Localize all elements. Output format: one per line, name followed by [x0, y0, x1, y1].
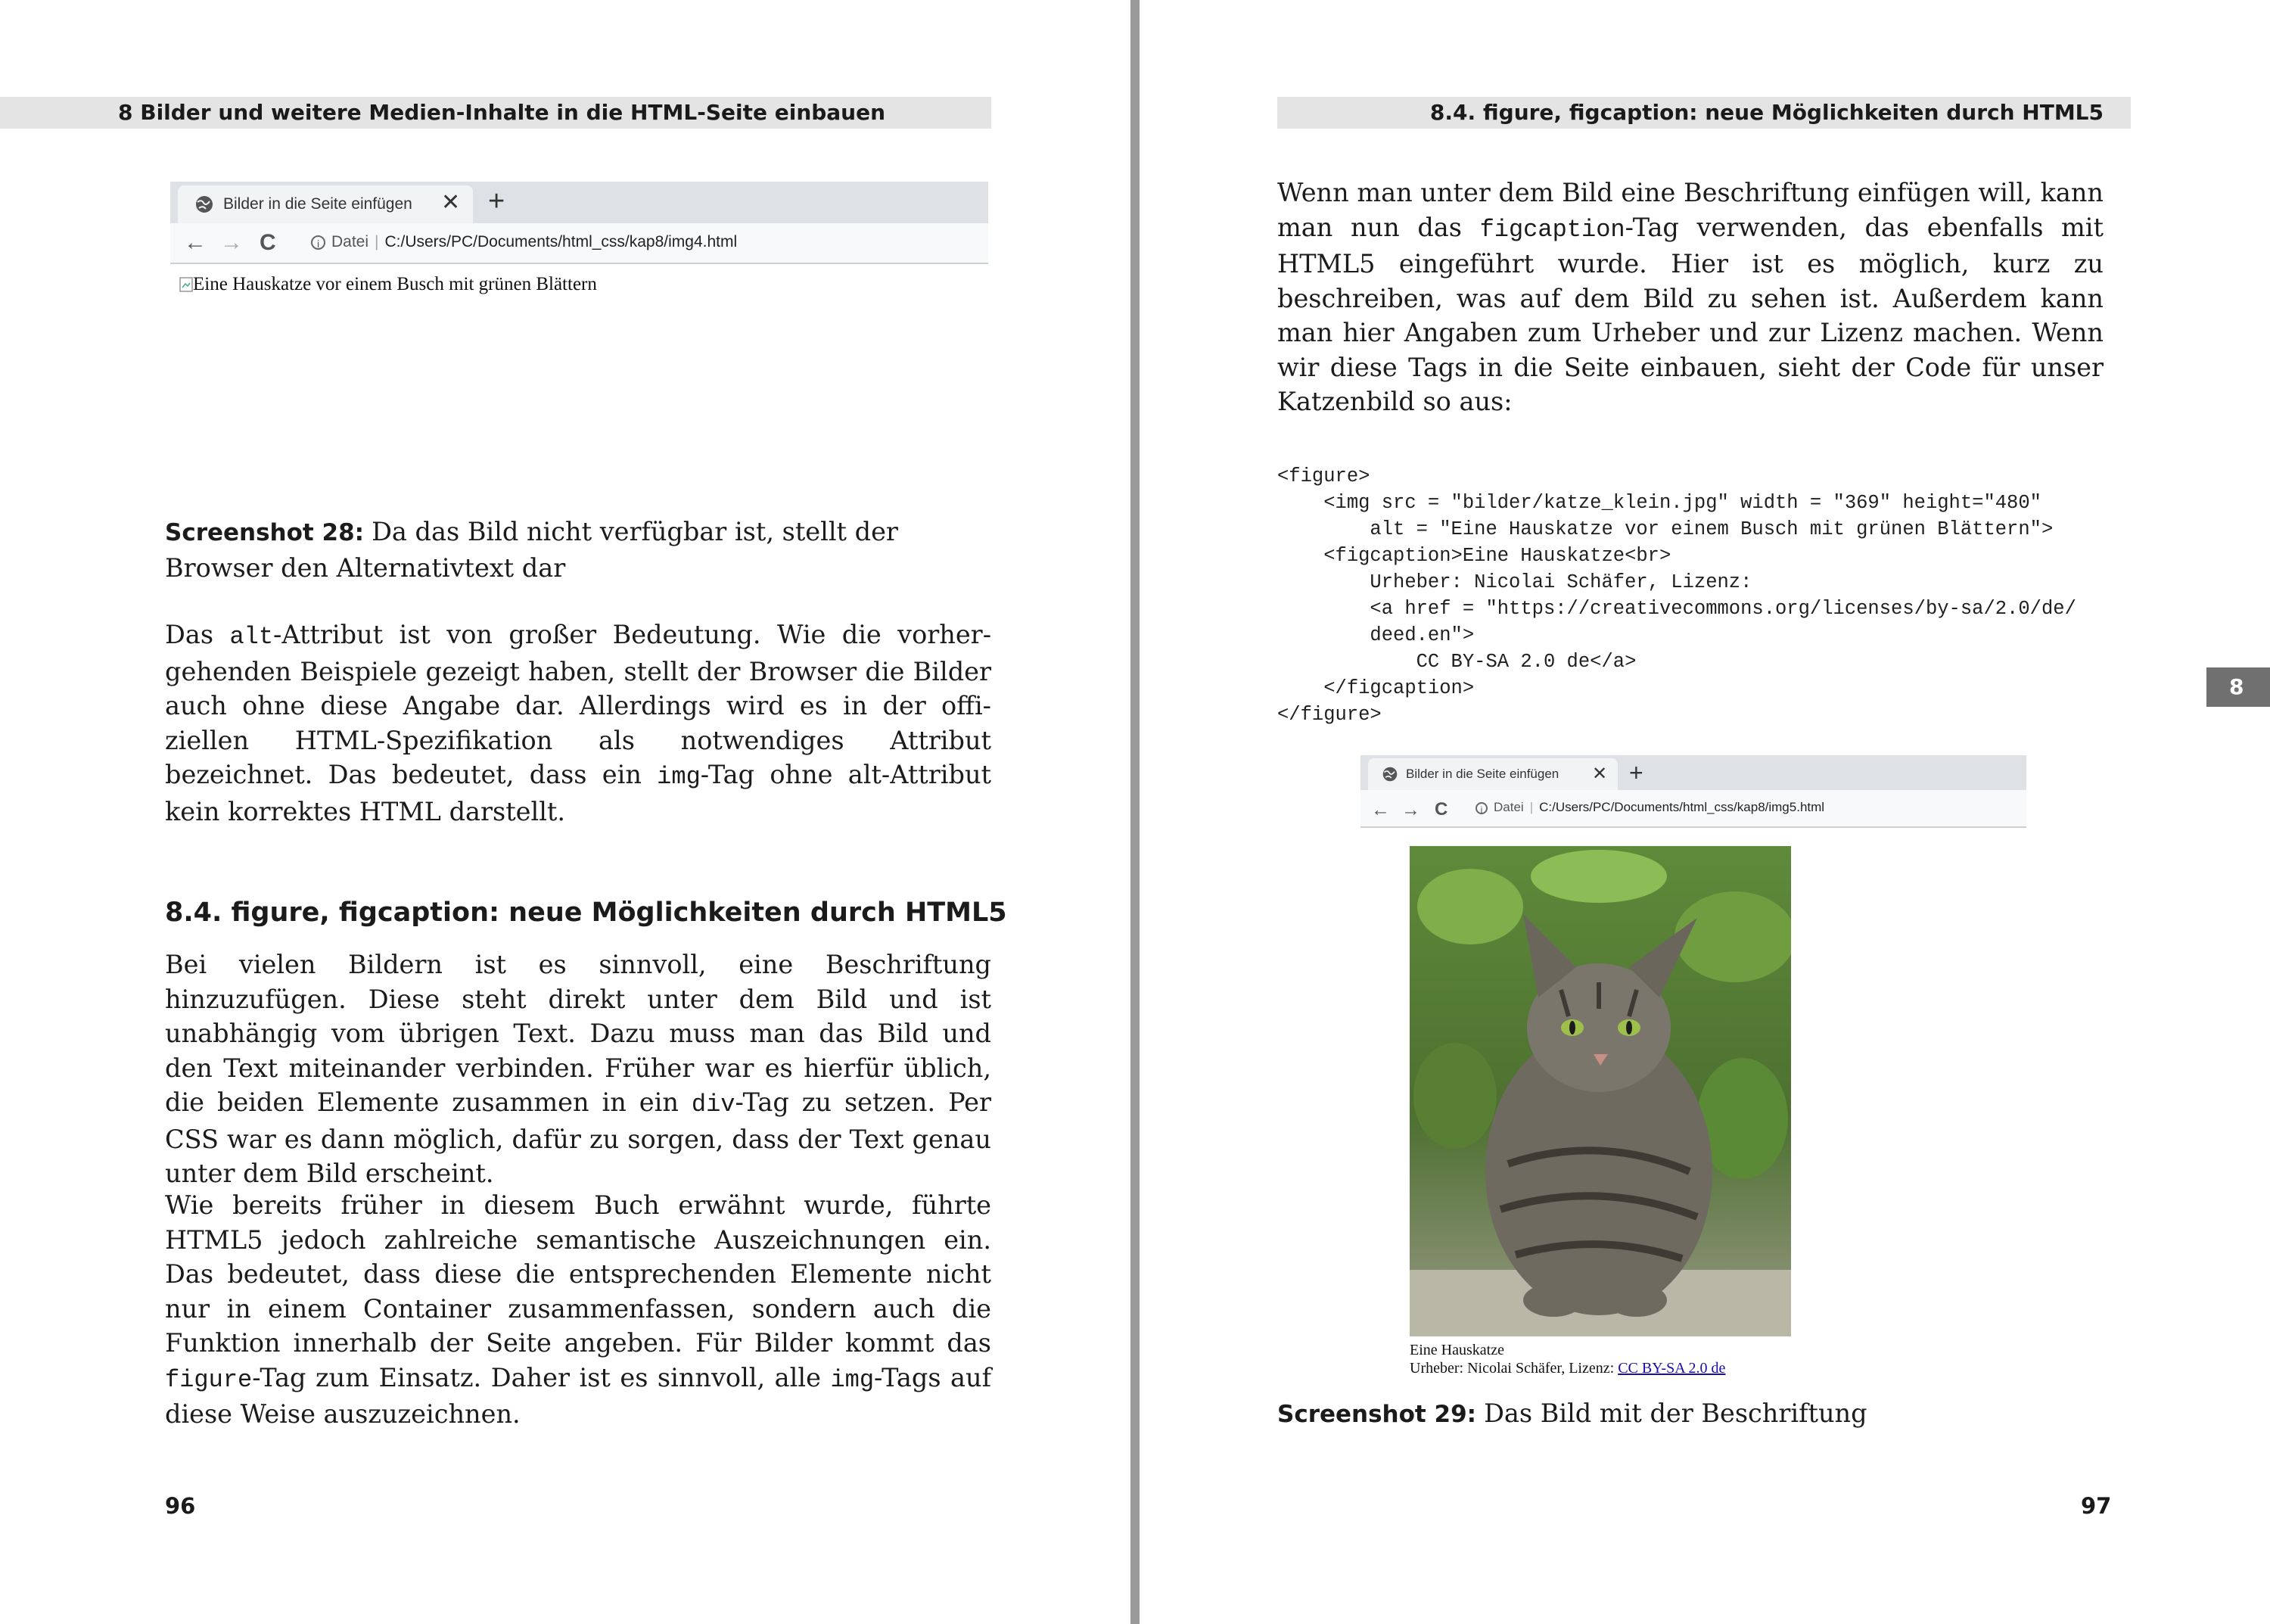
cat-photo [1410, 846, 1791, 1336]
text-run: -Tag ohne alt-Attribut kein korrektes HTML darstellt. [165, 760, 991, 826]
globe-icon [194, 194, 214, 214]
browser-screenshot-img5 [1360, 755, 2026, 831]
figure-caption [1410, 1341, 1725, 1377]
browser-toolbar [170, 223, 988, 264]
broken-image-alt-text [179, 274, 597, 295]
globe-icon [1382, 766, 1398, 782]
screenshot-29-caption [1277, 1396, 2104, 1433]
code-line: <img src = "bilder/katze_klein.jpg" width = "369" height="480" [1277, 492, 2041, 514]
reload-icon[interactable]: C [260, 230, 276, 255]
browser-tab[interactable] [1368, 758, 1618, 790]
caption-label: Screenshot 29: [1277, 1401, 1477, 1428]
url-scheme-label: Datei [331, 233, 369, 250]
text-run: Bei vielen Bildern ist es sinnvoll, eine Beschriftung hinzuzufügen. Diese steht direkt unter dem Bild und ist unabhängig vom übrigen Text. Dazu muss man das Bild und den Text miteinander verbinden. Früher war es hierfür üblich, die beiden Elemente zusammen in ein [165, 950, 991, 1117]
close-tab-icon[interactable]: ✕ [1592, 764, 1608, 784]
cat-image [1410, 846, 1791, 1336]
code-figure: figure [165, 1365, 253, 1394]
paragraph-figcaption [1277, 176, 2104, 419]
broken-image-icon [179, 277, 193, 292]
code-div: div [691, 1090, 735, 1118]
code-line: CC BY-SA 2.0 de</a> [1277, 651, 1637, 673]
alt-text: Eine Hauskatze vor einem Busch mit grünen Blättern [193, 274, 597, 294]
text-run: -Tag zu setzen. Per CSS war es dann möglich, dafür zu sorgen, dass der Text genau unter dem Bild erscheint. [165, 1087, 991, 1188]
right-page [1140, 0, 2270, 1624]
running-head-right: 8.4. figure, figcaption: neue Möglichkeiten durch HTML5 [1277, 97, 2131, 129]
tab-title: Bilder in die Seite einfügen [223, 195, 412, 213]
text-run: -Attribut ist von großer Bedeutung. Wie die vorhergehenden Beispiele gezeigt haben, stellt der Browser die Bilder auch ohne diese Angabe dar. Allerdings wird es in der offiziellen HTML-Spezifikation als notwendiges Attribut bezeichnet. Das bedeutet, dass ein [165, 620, 992, 789]
left-page [0, 0, 1130, 1624]
address-bar[interactable] [1476, 800, 1824, 815]
code-figcaption: figcaption [1479, 215, 1625, 244]
forward-arrow-icon[interactable]: → [220, 230, 243, 255]
url-separator: | [1529, 800, 1534, 814]
text-run: -Tags auf diese Weise auszuzeichnen. [165, 1362, 991, 1429]
info-icon[interactable]: i [311, 235, 325, 250]
text-run: Wenn man unter dem Bild eine Beschriftung einfügen will, kann man nun das [1277, 178, 2104, 242]
screenshot-28-caption [165, 515, 991, 585]
url-path: C:/Users/PC/Documents/html_css/kap8/img4.html [384, 233, 738, 250]
page-number-left: 96 [165, 1493, 196, 1519]
text-run: -Tag zum Einsatz. Daher ist es sinnvoll, alle [252, 1362, 831, 1392]
code-img: img [657, 763, 701, 791]
close-tab-icon[interactable]: ✕ [441, 190, 461, 215]
url-separator: | [375, 233, 379, 250]
new-tab-button[interactable]: + [488, 185, 505, 217]
code-line: </figure> [1277, 704, 1382, 726]
reload-icon[interactable]: C [1435, 799, 1448, 820]
caption-label: Screenshot 28: [165, 519, 365, 546]
code-line: </figcaption> [1277, 677, 1475, 699]
browser-tab[interactable] [178, 185, 473, 223]
section-heading-8-4: 8.4. figure, figcaption: neue Möglichkeiten durch HTML5 [165, 898, 1007, 928]
license-link[interactable]: CC BY-SA 2.0 de [1618, 1360, 1726, 1377]
text-run: -Tag verwenden, das ebenfalls mit HTML5 eingeführt wurde. Hier ist es möglich, kurz zu beschreiben, was auf dem Bild zu sehen ist. Außerdem kann man hier Angaben zum Urheber und zur Lizenz machen. Wenn wir diese Tags in die Seite einbauen, sieht der Code für unser Katzenbild so aus: [1277, 212, 2104, 416]
browser-toolbar [1360, 790, 2026, 828]
code-line: deed.en"> [1277, 624, 1475, 646]
chapter-thumb-tab: 8 [2206, 667, 2270, 707]
figure-caption-credit [1410, 1359, 1725, 1377]
text-run: Wie bereits früher in diesem Buch erwähnt wurde, führte HTML5 jedoch zahlreiche semantische Auszeichnungen ein. Das bedeutet, dass diese die entsprechenden Elemente nicht nur in einem Container zusammenfassen, sondern auch die Funktion innerhalb der Seite angeben. Für Bilder kommt das [165, 1190, 991, 1358]
info-icon[interactable]: i [1476, 802, 1488, 814]
address-bar[interactable] [311, 233, 737, 251]
paragraph-captions [165, 947, 991, 1191]
code-img: img [830, 1365, 875, 1394]
paragraph-alt-attribute [165, 618, 991, 829]
figure-caption-title: Eine Hauskatze [1410, 1342, 1504, 1358]
page-number-right: 97 [2081, 1493, 2112, 1519]
new-tab-button[interactable]: + [1629, 759, 1643, 786]
back-arrow-icon[interactable]: ← [1371, 799, 1390, 820]
credit-text: Urheber: Nicolai Schäfer, Lizenz: [1410, 1360, 1619, 1377]
paragraph-semantic-tags [165, 1188, 991, 1432]
url-path: C:/Users/PC/Documents/html_css/kap8/img5.html [1539, 800, 1825, 814]
text-run: Das [165, 620, 230, 649]
url-scheme-label: Datei [1494, 800, 1524, 814]
code-line: Urheber: Nicolai Schäfer, Lizenz: [1277, 571, 1752, 593]
code-line: <figcaption>Eine Hauskatze<br> [1277, 545, 1671, 567]
running-head-left: 8 Bilder und weitere Medien-Inhalte in die HTML-Seite einbauen [0, 97, 991, 129]
tab-bar [1360, 755, 2026, 790]
back-arrow-icon[interactable]: ← [184, 230, 207, 255]
tab-bar [170, 182, 988, 223]
code-listing [1277, 463, 2076, 728]
caption-text: Das Bild mit der Beschriftung [1484, 1398, 1867, 1428]
code-alt: alt [229, 623, 274, 651]
browser-screenshot-img4 [170, 182, 988, 431]
code-line: <a href = "https://creativecommons.org/licenses/by-sa/2.0/de/ [1277, 598, 2076, 620]
code-line: <figure> [1277, 465, 1370, 487]
code-line: alt = "Eine Hauskatze vor einem Busch mit grünen Blättern"> [1277, 518, 2054, 540]
caption-text: Da das Bild nicht verfügbar ist, stellt der Browser den Alternativtext dar [165, 517, 898, 583]
tab-title: Bilder in die Seite einfügen [1406, 767, 1559, 781]
forward-arrow-icon[interactable]: → [1401, 799, 1420, 820]
